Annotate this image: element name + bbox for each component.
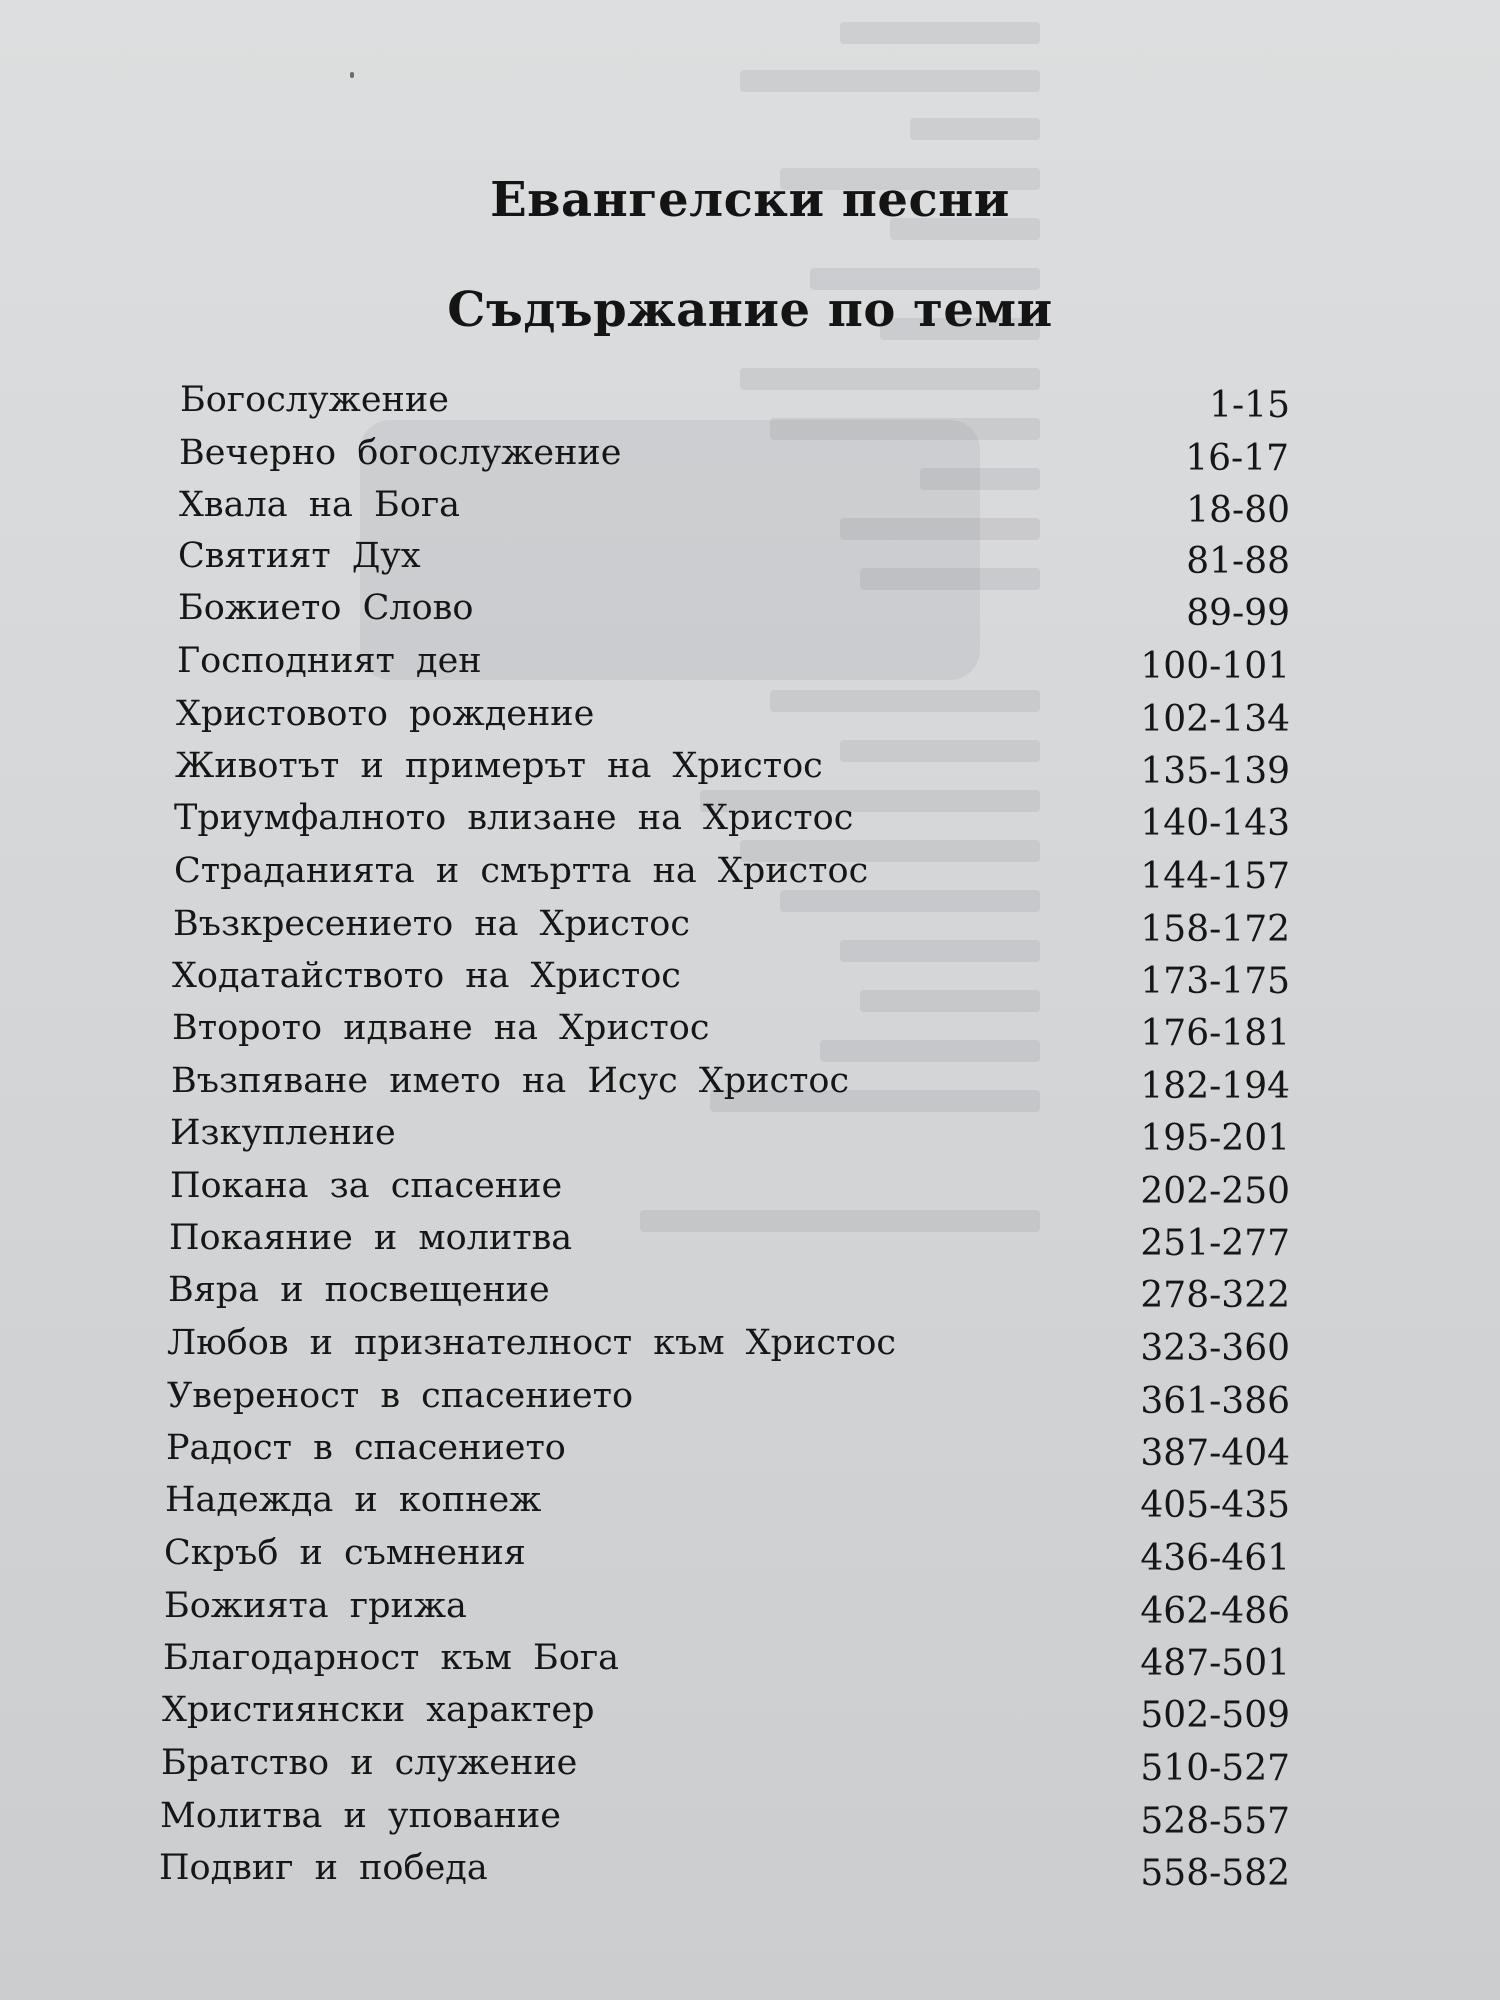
toc-hymn-range: 195-201 (1140, 1118, 1290, 1159)
toc-entry (170, 1164, 1290, 1212)
toc-entry (161, 1741, 1290, 1789)
toc-hymn-range: 89-99 (1186, 593, 1290, 634)
toc-hymn-range: 323-360 (1140, 1328, 1290, 1369)
toc-hymn-range: 158-172 (1140, 909, 1290, 950)
toc-topic: Надежда и копнеж (165, 1480, 542, 1520)
toc-hymn-range: 140-143 (1140, 803, 1290, 844)
toc-hymn-range: 436-461 (1140, 1538, 1290, 1579)
toc-entry (175, 744, 1290, 792)
toc-entry (167, 1321, 1290, 1369)
toc-topic: Подвиг и победа (159, 1848, 488, 1888)
toc-topic: Вяра и посвещение (168, 1270, 550, 1310)
toc-hymn-range: 16-17 (1185, 438, 1289, 479)
toc-topic: Благодарност към Бога (163, 1638, 620, 1678)
toc-hymn-range: 361-386 (1140, 1381, 1290, 1422)
toc-hymn-range: 100-101 (1140, 646, 1290, 687)
toc-entry (169, 1216, 1290, 1264)
toc-topic: Възкресението на Христос (173, 904, 690, 944)
toc-hymn-range: 18-80 (1186, 490, 1290, 531)
toc-hymn-range: 102-134 (1140, 699, 1290, 740)
toc-entry (159, 1846, 1290, 1894)
toc-hymn-range: 502-509 (1140, 1695, 1290, 1736)
toc-entry (167, 1374, 1290, 1422)
toc-topic: Увереност в спасението (167, 1376, 634, 1416)
toc-entry (166, 1426, 1290, 1474)
toc-topic: Молитва и упование (160, 1796, 561, 1836)
toc-hymn-range: 176-181 (1140, 1013, 1290, 1054)
toc-entry (178, 534, 1290, 582)
toc-hymn-range: 173-175 (1140, 961, 1290, 1002)
toc-hymn-range: 510-527 (1140, 1748, 1290, 1789)
toc-hymn-range: 144-157 (1140, 856, 1290, 897)
toc-hymn-range: 387-404 (1140, 1433, 1290, 1474)
toc-entry (163, 1636, 1290, 1684)
toc-entry (178, 586, 1290, 634)
toc-topic: Триумфалното влизане на Христос (174, 798, 854, 838)
toc-topic: Любов и признателност към Христос (167, 1323, 897, 1363)
toc-topic: Страданията и смъртта на Христос (174, 851, 869, 891)
toc-entry (164, 1584, 1290, 1632)
toc-topic: Ходатайството на Христос (172, 956, 681, 996)
toc-topic: Братство и служение (161, 1743, 578, 1783)
toc-hymn-range: 405-435 (1140, 1485, 1290, 1526)
toc-hymn-range: 1-15 (1209, 385, 1290, 426)
toc-heading: Съдържание по теми (447, 282, 1053, 338)
book-title: Евангелски песни (490, 172, 1010, 228)
toc-hymn-range: 135-139 (1140, 751, 1290, 792)
toc-entry (164, 1531, 1290, 1579)
toc-topic: Християнски характер (162, 1690, 595, 1730)
toc-topic: Изкупление (170, 1113, 396, 1153)
toc-hymn-range: 487-501 (1140, 1643, 1290, 1684)
toc-topic: Скръб и съмнения (164, 1533, 526, 1573)
toc-entry (162, 1688, 1290, 1736)
toc-entry (174, 849, 1290, 897)
toc-hymn-range: 182-194 (1140, 1066, 1290, 1107)
toc-topic: Радост в спасението (166, 1428, 566, 1468)
toc-topic: Вечерно богослужение (179, 433, 622, 473)
toc-hymn-range: 81-88 (1186, 541, 1290, 582)
toc-topic: Христовото рождение (176, 694, 595, 734)
toc-entry (179, 483, 1290, 531)
toc-entry (180, 378, 1290, 426)
toc-topic: Покана за спасение (170, 1166, 563, 1206)
toc-entry (172, 1006, 1290, 1054)
toc-topic: Божието Слово (178, 588, 474, 628)
toc-entry (168, 1268, 1290, 1316)
toc-hymn-range: 202-250 (1140, 1171, 1290, 1212)
toc-entry (171, 1059, 1290, 1107)
toc-topic: Хвала на Бога (179, 485, 461, 525)
toc-hymn-range: 462-486 (1140, 1591, 1290, 1632)
toc-hymn-range: 278-322 (1140, 1275, 1290, 1316)
toc-entry (179, 431, 1289, 479)
toc-entry (170, 1111, 1290, 1159)
toc-topic: Богослужение (180, 380, 449, 420)
toc-topic: Святият Дух (178, 536, 421, 576)
toc-hymn-range: 558-582 (1140, 1853, 1290, 1894)
toc-entry (176, 692, 1290, 740)
toc-topic: Божията грижа (164, 1586, 467, 1626)
toc-entry (160, 1794, 1290, 1842)
toc-entry (173, 902, 1290, 950)
toc-entry (172, 954, 1290, 1002)
toc-hymn-range: 528-557 (1140, 1801, 1290, 1842)
toc-entry (177, 639, 1290, 687)
toc-topic: Второто идване на Христос (172, 1008, 710, 1048)
toc-topic: Покаяние и молитва (169, 1218, 573, 1258)
toc-entry (165, 1478, 1290, 1526)
toc-topic: Господният ден (177, 641, 482, 681)
toc-entry (174, 796, 1290, 844)
toc-topic: Животът и примерът на Христос (175, 746, 823, 786)
toc-hymn-range: 251-277 (1140, 1223, 1290, 1264)
toc-topic: Възпяване името на Исус Христос (171, 1061, 850, 1101)
